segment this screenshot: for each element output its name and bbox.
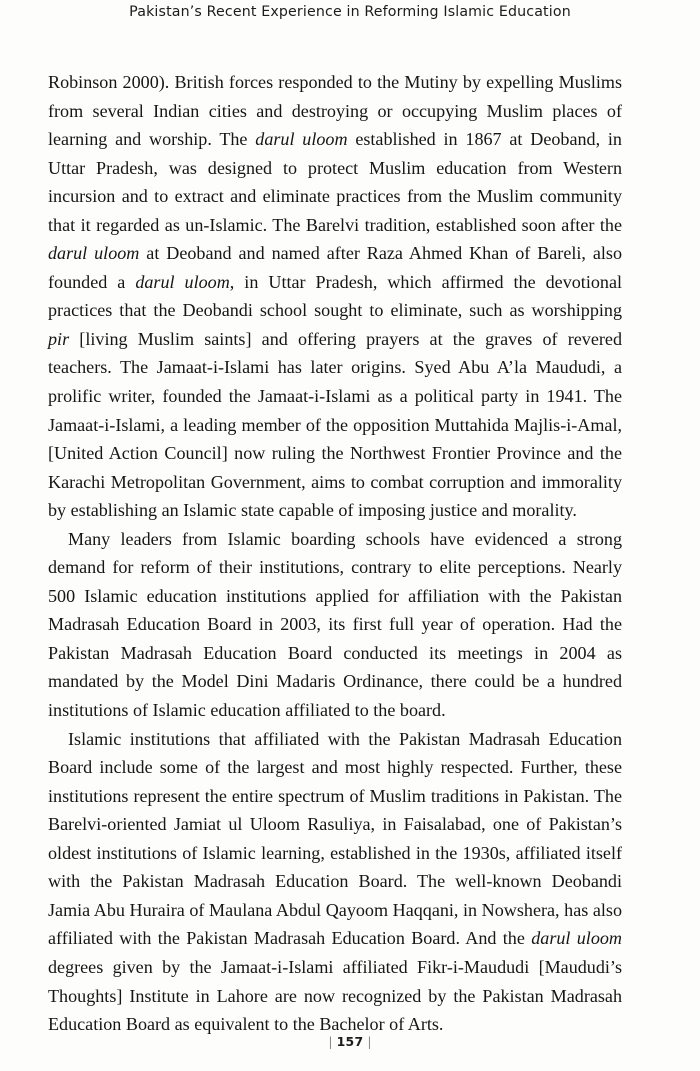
text-run: [living Muslim saints] and offering prayers at the graves of revered teachers. The Jamaat-i-Islami has later origins. Syed Abu A’la Maududi, a prolific writer, founded the Jamaat-i-Islami as a political party in 1941. The Jamaat-i-Islami, a leading member of the opposition Muttahida Majlis-i-Amal, [United Action Council] now ruling the Northwest Frontier Province and the Karachi Metropolitan Government, aims to combat corruption and immorality by establishing an Islamic state capable of imposing justice and morality. <box>48 328 622 521</box>
italic-term: darul uloom <box>255 129 348 150</box>
text-run: degrees given by the Jamaat-i-Islami affiliated Fikr-i-Maududi [Maududi’s Thoughts] Institute in Lahore are now recognized by the Pakistan Madrasah Education Board as equivalent to the Bachelor of Arts. <box>48 956 622 1035</box>
paragraph <box>48 68 622 525</box>
folio-rule-right: | <box>367 1034 372 1049</box>
text-run: , in Uttar Pradesh, which affirmed the devotional practices that the Deobandi school sought to eliminate, such as worshipping <box>48 271 623 321</box>
text-run: established in 1867 at Deoband, in Uttar Pradesh, was designed to protect Muslim education from Western incursion and to extract and eliminate practices from the Muslim community that it regarded as un-Islamic. The Barelvi tradition, established soon after the <box>48 129 622 235</box>
page-number: 157 <box>336 1034 364 1049</box>
folio-rule-left: | <box>328 1034 333 1049</box>
text-run: Robinson 2000). British forces responded to the Mutiny by expelling Muslims from several Indian cities and destroying or occupying Muslim places of learning and worship. The <box>48 72 622 150</box>
body-text-block <box>48 68 622 1039</box>
italic-term: pir <box>48 328 70 349</box>
page-folio <box>0 1034 700 1049</box>
paragraph <box>48 525 622 725</box>
italic-term: darul uloom <box>135 271 230 292</box>
text-run: at Deoband and named after Raza Ahmed Khan of Bareli, also founded a <box>48 243 622 292</box>
text-run: Many leaders from Islamic boarding schools have evidenced a strong demand for reform of their institutions, contrary to elite perceptions. Nearly 500 Islamic education institutions applied for affiliation with the Pakistan Madrasah Education Board in 2003, its first full year of operation. Had the Pakistan Madrasah Education Board conducted its meetings in 2004 as mandated by the Model Dini Madaris Ordinance, there could be a hundred institutions of Islamic education affiliated to the board. <box>48 528 622 721</box>
running-head: Pakistan’s Recent Experience in Reforming Islamic Education <box>129 4 571 20</box>
paragraph <box>48 725 622 1039</box>
italic-term: darul uloom <box>531 928 622 949</box>
italic-term: darul uloom <box>48 243 140 264</box>
text-run: Islamic institutions that affiliated with the Pakistan Madrasah Education Board include some of the largest and most highly respected. Further, these institutions represent the entire spectrum of Muslim traditions in Pakistan. The Barelvi-oriented Jamiat ul Uloom Rasuliya, in Faisalabad, one of Pakistan’s oldest institutions of Islamic learning, established in the 1930s, affiliated itself with the Pakistan Madrasah Education Board. The well-known Deobandi Jamia Abu Huraira of Maulana Abdul Qayoom Haqqani, in Nowshera, has also affiliated with the Pakistan Madrasah Education Board. And the <box>48 728 622 949</box>
